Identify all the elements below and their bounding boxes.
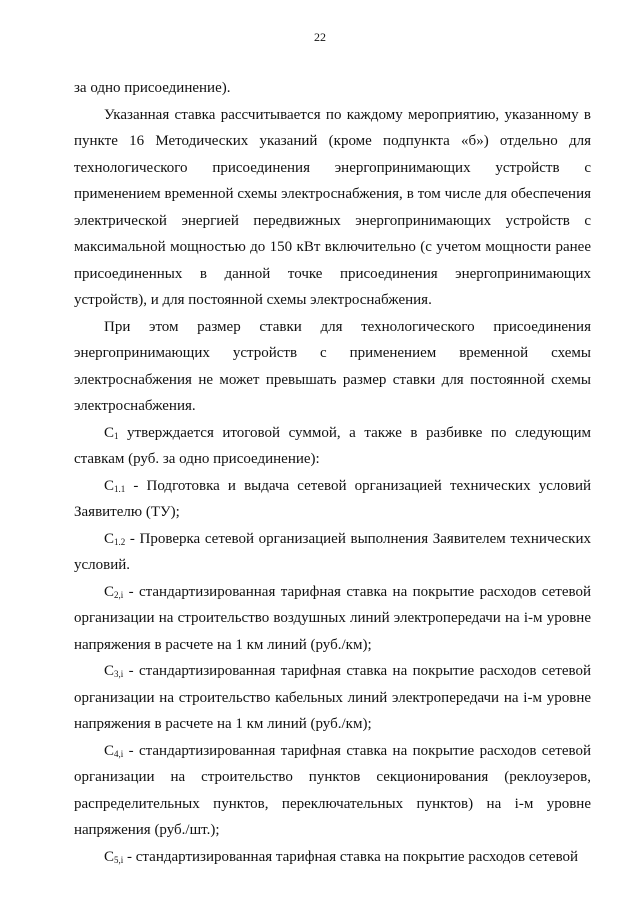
paragraph-c5-i [74,844,591,871]
rate-symbol: C [104,742,115,759]
rate-symbol: C [104,530,115,547]
paragraph-text: - Проверка сетевой организацией выполнения Заявителем технических условий. [74,530,591,573]
rate-subscript: 1 [114,430,119,441]
rate-subscript: 5,i [114,854,124,865]
paragraph-text: - стандартизированная тарифная ставка на покрытие расходов сетевой организации на строительство воздушных линий электропередачи на i-м уровне напряжения в расчете на 1 км линий (руб./км); [74,583,591,653]
rate-subscript: 2,i [114,589,124,600]
paragraph-c1 [74,420,591,473]
paragraph-text: - стандартизированная тарифная ставка на покрытие расходов сетевой [123,848,579,865]
paragraph-text: - Подготовка и выдача сетевой организацией технических условий Заявителю (ТУ); [74,477,591,520]
paragraph-c4-i [74,738,591,844]
paragraph-c3-i [74,658,591,738]
paragraph-c1-2 [74,526,591,579]
rate-subscript: 4,i [114,748,124,759]
rate-symbol: C [104,424,115,441]
paragraph-text: - стандартизированная тарифная ставка на покрытие расходов сетевой организации на строительство кабельных линий электропередачи на i-м уровне напряжения в расчете на 1 км линий (руб./км); [74,663,591,732]
paragraph-c2-i [74,579,591,659]
paragraph-text: - стандартизированная тарифная ставка на покрытие расходов сетевой организации на строительство пунктов секционирования (реклоузеров, распределительных пунктов, переключательных пунктов) на i-м уровне напряжения (руб./шт.); [74,742,591,838]
paragraph-c1-1 [74,473,591,526]
rate-symbol: C [104,848,115,865]
paragraph-continuation: за одно присоединение). [74,80,231,96]
paragraph-rate-calculation: Указанная ставка рассчитывается по каждому мероприятию, указанному в пункте 16 Методических указаний (кроме подпункта «б») отдельно для технологического присоединения энергопринимающих устройств с применением временной схемы электроснабжения, в том числе для обеспечения электрической энергией передвижных энергопринимающих устройств с максимальной мощностью до 150 кВт включительно (с учетом мощности ранее присоединенных в данной точке присоединения энергопринимающих устройств), и для постоянной схемы электроснабжения. [74,106,591,308]
rate-subscript: 3,i [114,669,124,679]
rate-symbol: C [104,477,115,494]
paragraph-text: утверждается итоговой суммой, а также в разбивке по следующим ставкам (руб. за одно присоединение): [74,424,591,467]
page-number: 22 [314,30,326,44]
rate-subscript: 1.1 [114,483,126,494]
document-body [74,75,591,870]
rate-symbol: C [104,583,115,600]
rate-symbol: C [104,663,115,679]
paragraph-temporary-limit: При этом размер ставки для технологического присоединения энергопринимающих устройств с применением временной схемы электроснабжения не может превышать размер ставки для постоянной схемы электроснабжения. [74,318,591,414]
rate-subscript: 1.2 [114,536,126,547]
